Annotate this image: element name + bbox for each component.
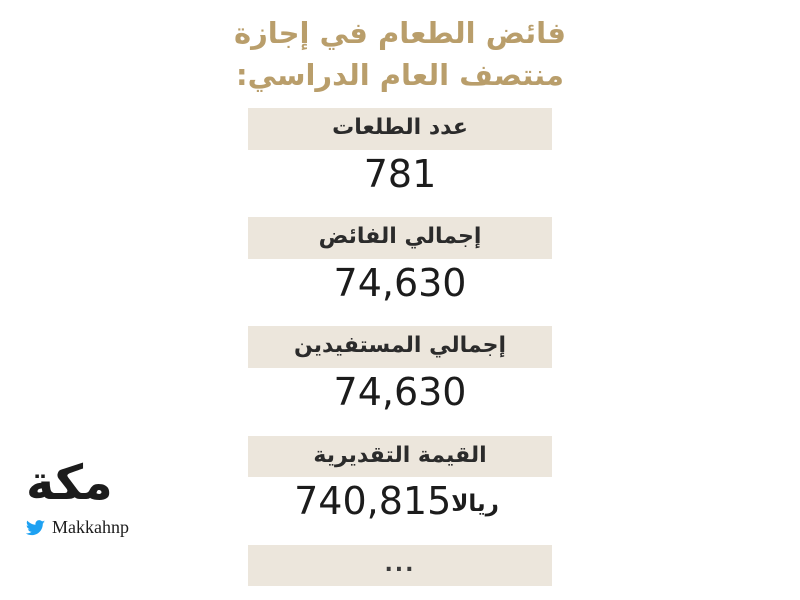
stat-block bbox=[248, 326, 552, 420]
social-handle-text: Makkahnp bbox=[52, 517, 129, 537]
stat-label: إجمالي الفائض bbox=[248, 217, 552, 259]
stat-value bbox=[334, 259, 467, 312]
social-handle bbox=[26, 517, 196, 538]
stat-value bbox=[294, 477, 506, 530]
stat-value-number: 740,815 bbox=[294, 479, 452, 524]
twitter-icon bbox=[26, 520, 45, 536]
stat-value bbox=[364, 150, 437, 203]
page-title-line-2: منتصف العام الدراسي: bbox=[236, 58, 564, 93]
stat-block bbox=[248, 108, 552, 202]
stat-block bbox=[248, 217, 552, 311]
stat-value-unit: ريالا bbox=[451, 491, 499, 518]
makkah-logo: مكة bbox=[26, 455, 113, 511]
stat-block bbox=[248, 436, 552, 530]
more-indicator: ... bbox=[248, 545, 552, 586]
stat-value-number: 781 bbox=[363, 151, 437, 196]
page-title bbox=[0, 12, 800, 96]
stat-value-number: 74,630 bbox=[333, 260, 467, 305]
stat-value-number: 74,630 bbox=[333, 369, 467, 414]
brand-block bbox=[26, 455, 196, 538]
stat-label: إجمالي المستفيدين bbox=[248, 326, 552, 368]
stat-label: القيمة التقديرية bbox=[248, 436, 552, 478]
stat-label: عدد الطلعات bbox=[248, 108, 552, 150]
stat-value bbox=[334, 368, 467, 421]
page-title-line-1: فائض الطعام في إجازة bbox=[233, 16, 567, 50]
